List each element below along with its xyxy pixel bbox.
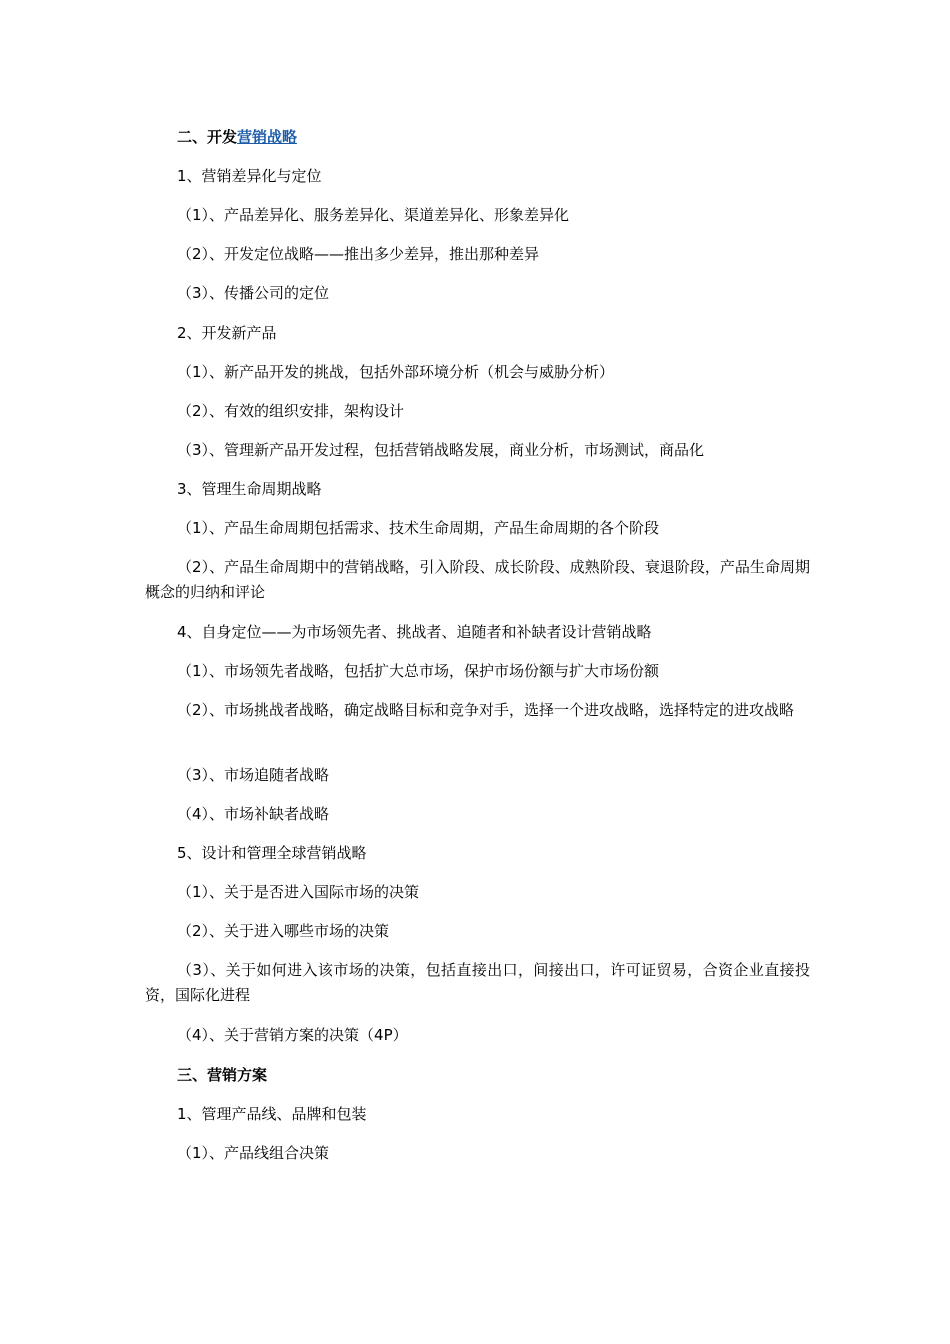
item-2-heading: 2、开发新产品 (177, 324, 277, 342)
item-5-2: （2）、关于进入哪些市场的决策 (177, 922, 390, 940)
item-3-1: （1）、产品生命周期包括需求、技术生命周期，产品生命周期的各个阶段 (177, 519, 660, 537)
item-4-4: （4）、市场补缺者战略 (177, 805, 330, 823)
item-5-1: （1）、关于是否进入国际市场的决策 (177, 883, 420, 901)
item-4-2: （2）、市场挑战者战略，确定战略目标和竞争对手，选择一个进攻战略，选择特定的进攻战略 (177, 701, 795, 719)
section-3-heading: 三、营销方案 (177, 1066, 268, 1084)
item-4-heading: 4、自身定位——为市场领先者、挑战者、追随者和补缺者设计营销战略 (177, 623, 652, 641)
section-3-item-1: 1、管理产品线、品牌和包装 (177, 1105, 367, 1123)
item-5-heading: 5、设计和管理全球营销战略 (177, 844, 367, 862)
item-5-4: （4）、关于营销方案的决策（4P） (177, 1026, 408, 1044)
marketing-strategy-link[interactable]: 营销战略 (237, 128, 298, 146)
item-1-2: （2）、开发定位战略——推出多少差异，推出那种差异 (177, 245, 540, 263)
item-1-3: （3）、传播公司的定位 (177, 284, 330, 302)
item-2-1: （1）、新产品开发的挑战，包括外部环境分析（机会与威胁分析） (177, 363, 615, 381)
item-3-heading: 3、管理生命周期战略 (177, 480, 322, 498)
item-2-3: （3）、管理新产品开发过程，包括营销战略发展，商业分析，市场测试，商品化 (177, 441, 705, 459)
item-1-1: （1）、产品差异化、服务差异化、渠道差异化、形象差异化 (177, 206, 570, 224)
section-2-heading (177, 124, 297, 150)
item-4-3: （3）、市场追随者战略 (177, 766, 330, 784)
item-3-2: （2）、产品生命周期中的营销战略，引入阶段、成长阶段、成熟阶段、衰退阶段，产品生命周期概念的归纳和评论 (145, 558, 810, 601)
item-5-3: （3）、关于如何进入该市场的决策，包括直接出口，间接出口，许可证贸易，合资企业直接投资，国际化进程 (145, 961, 810, 1004)
item-1-heading: 1、营销差异化与定位 (177, 167, 322, 185)
item-2-2: （2）、有效的组织安排，架构设计 (177, 402, 405, 420)
section-3-item-1-1: （1）、产品线组合决策 (177, 1144, 330, 1162)
section-2-heading-prefix: 二、开发 (177, 128, 238, 146)
item-4-1: （1）、市场领先者战略，包括扩大总市场，保护市场份额与扩大市场份额 (177, 662, 660, 680)
